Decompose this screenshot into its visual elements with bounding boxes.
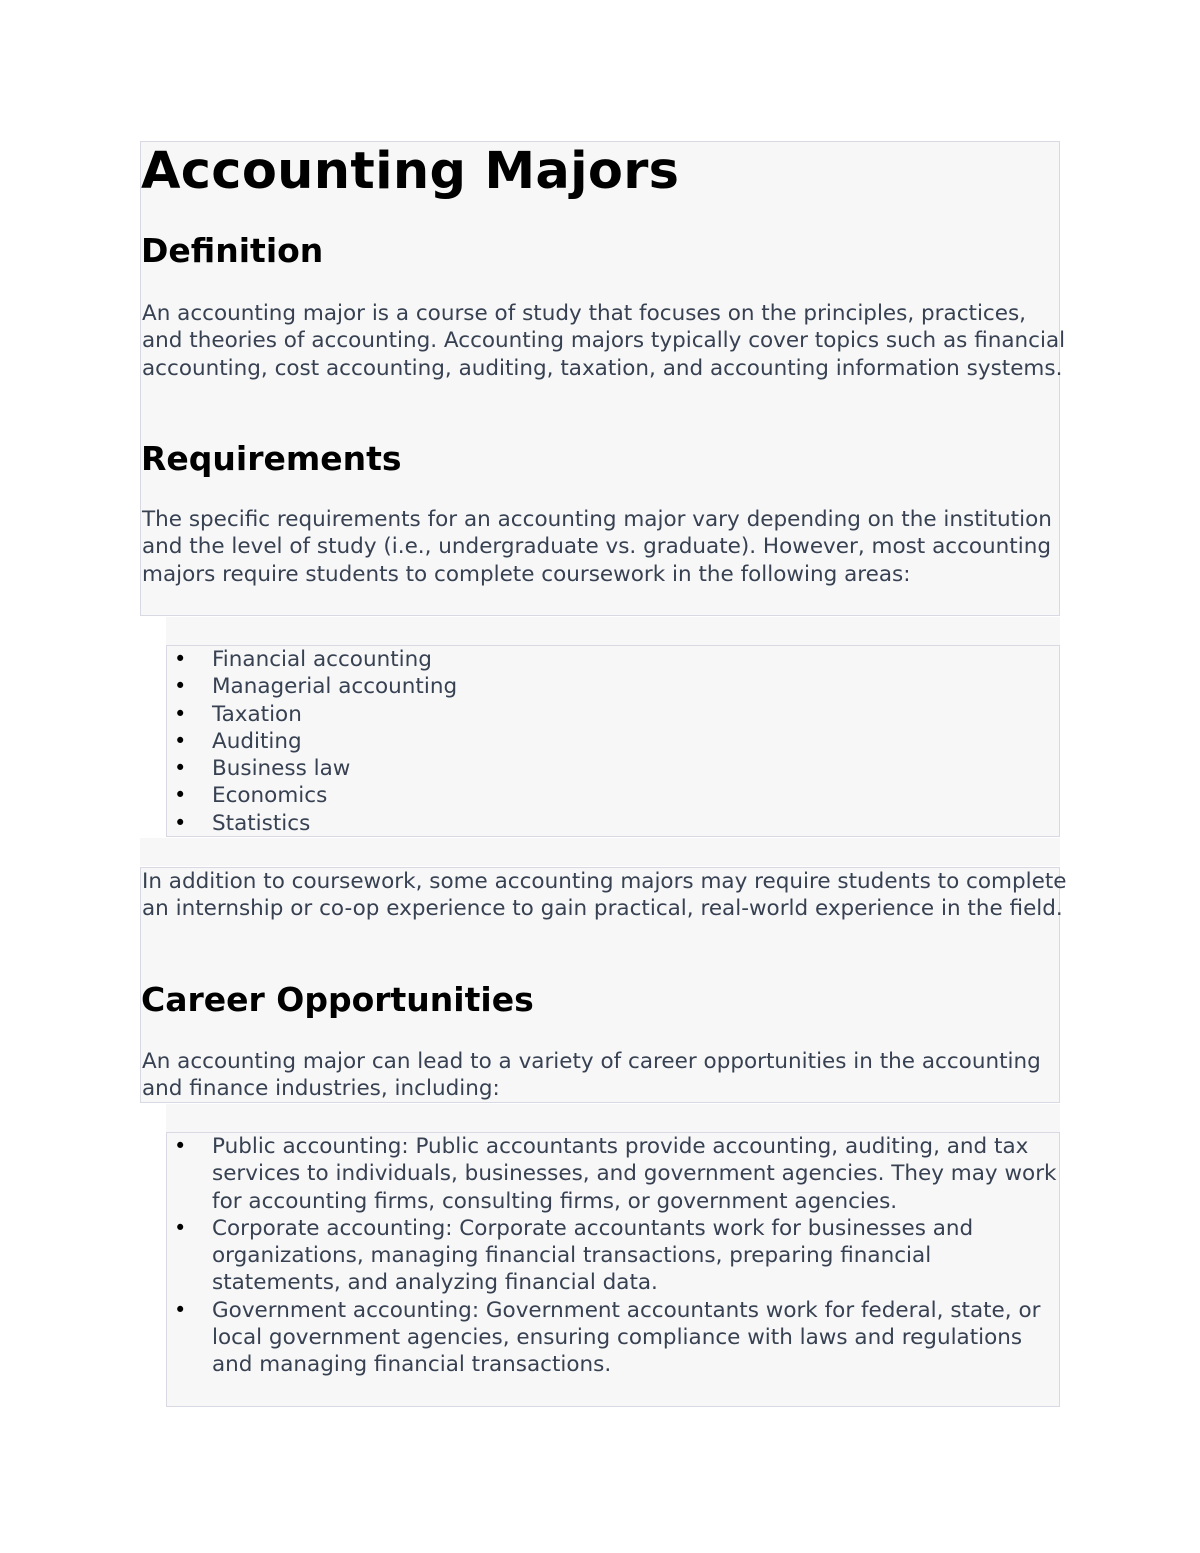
list-item: • Auditing <box>174 728 302 754</box>
paragraph-additional: In addition to coursework, some accounting majors may require students to complete an internship or co-op experience to gain practical, real-world experience in the field. <box>142 869 1067 922</box>
list-item: • Corporate accounting: Corporate accountants work for businesses and organizations, managing financial transactions, preparing financial statements, and analyzing financial data. <box>174 1215 974 1296</box>
list-item: • Economics <box>174 783 328 809</box>
bullet-icon: • <box>174 783 187 808</box>
heading-requirements: Requirements <box>141 439 402 478</box>
heading-definition: Definition <box>141 231 324 270</box>
page-title: Accounting Majors <box>141 142 680 201</box>
list-item: • Public accounting: Public accountants provide accounting, auditing, and tax services to individuals, businesses, and government agencies. They may work for accounting firms, consulting firms, or government agencies. <box>174 1134 1057 1214</box>
paragraph-definition: An accounting major is a course of study that focuses on the principles, practices, and theories of accounting. Accounting majors typically cover topics such as financial accounting, cost accounting, auditing, taxation, and accounting information systems. <box>142 301 1066 381</box>
heading-career-opportunities: Career Opportunities <box>141 980 534 1019</box>
bullet-icon: • <box>174 1215 187 1240</box>
bullet-icon: • <box>174 701 187 726</box>
spacer-strip <box>166 1104 1060 1132</box>
spacer-strip <box>140 838 1060 866</box>
paragraph-careers: An accounting major can lead to a variety of career opportunities in the accounting and finance industries, including: <box>142 1049 1041 1102</box>
bullet-icon: • <box>174 647 187 671</box>
list-item: • Statistics <box>174 810 311 836</box>
career-opportunities-list <box>174 1133 1062 1379</box>
list-item: • Taxation <box>174 701 302 727</box>
bullet-icon: • <box>174 728 187 753</box>
list-item: • Financial accounting <box>174 647 432 672</box>
bullet-icon: • <box>174 756 187 781</box>
bullet-icon: • <box>174 1297 187 1322</box>
list-item: • Managerial accounting <box>174 674 458 700</box>
list-item: • Business law <box>174 756 351 782</box>
list-item: • Government accounting: Government accountants work for federal, state, or local government agencies, ensuring compliance with laws and regulations and managing financial transactions. <box>174 1297 1041 1378</box>
paragraph-requirements: The specific requirements for an accounting major vary depending on the institution and the level of study (i.e., undergraduate vs. graduate). However, most accounting majors require students to complete coursework in the following areas: <box>142 507 1052 587</box>
bullet-icon: • <box>174 1134 187 1158</box>
coursework-areas-list <box>174 646 1062 837</box>
bullet-icon: • <box>174 810 187 835</box>
bullet-icon: • <box>174 674 187 699</box>
spacer-strip <box>166 617 1060 645</box>
